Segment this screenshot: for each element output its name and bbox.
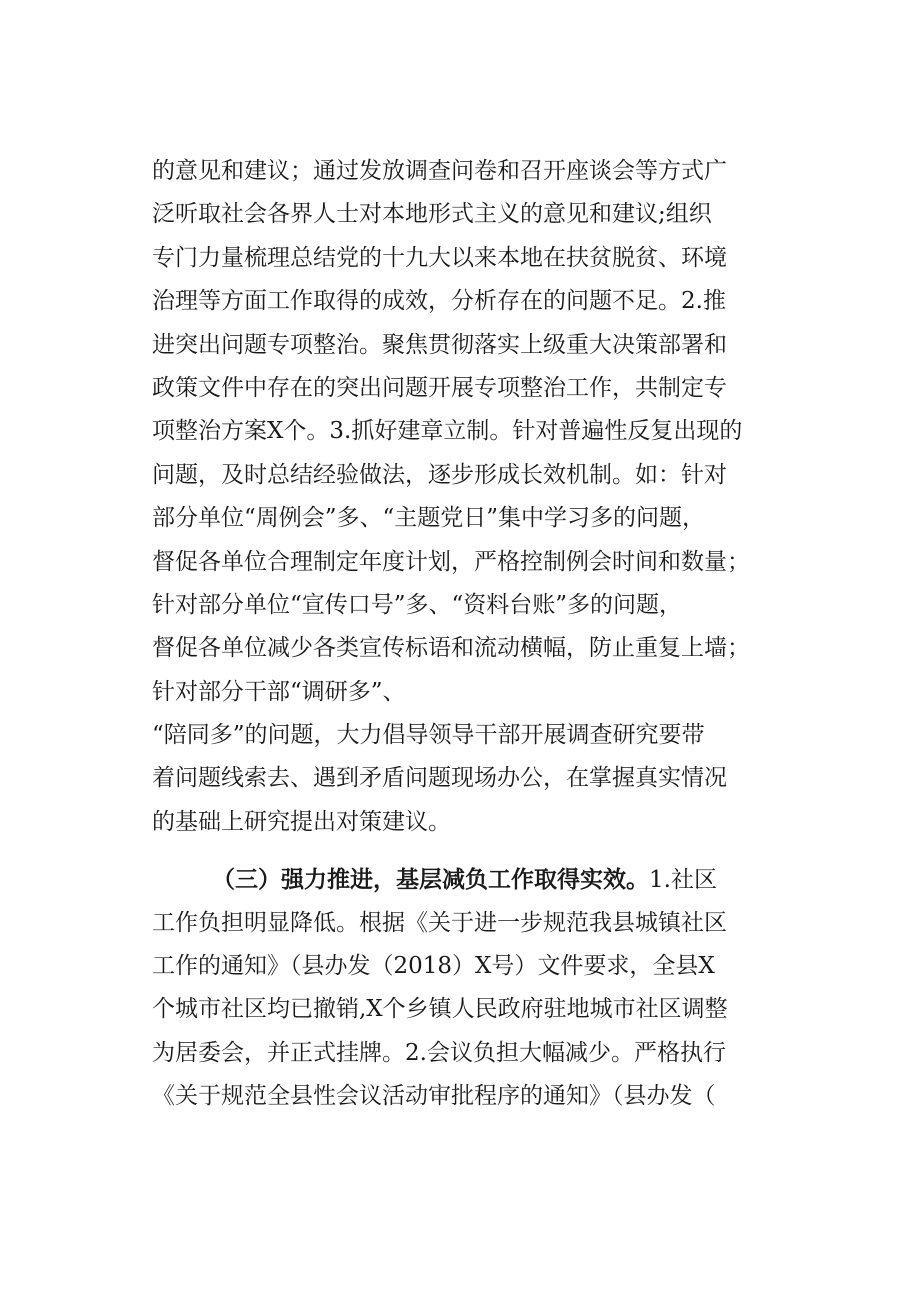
text-line: 部分单位“周例会”多、“主题党日”集中学习多的问题， <box>152 505 706 532</box>
text-line: 问题，及时总结经验做法，逐步形成长效机制。如：针对 <box>152 461 727 488</box>
body-text <box>152 150 792 1119</box>
text-line: 督促各单位合理制定年度计划，严格控制例会时间和数量； <box>152 548 750 575</box>
text-line: “陪同多”的问题，大力倡导领导干部开展调查研究要带 <box>152 722 705 749</box>
text-line: 项整治方案X个。3.抓好建章立制。针对普遍性反复出现的 <box>152 418 743 445</box>
text-line: 针对部分干部“调研多”、 <box>152 678 406 705</box>
section-3-first-line <box>152 858 792 901</box>
text-line: 针对部分单位“宣传口号”多、“资料台账”多的问题， <box>152 591 683 618</box>
text-line: 的意见和建议；通过发放调查问卷和召开座谈会等方式广 <box>152 158 727 184</box>
text-line: 工作负担明显降低。根据《关于进一步规范我县城镇社区 <box>152 909 727 936</box>
text-line: 《关于规范全县性会议活动审批程序的通知》（县办发（ <box>152 1083 716 1110</box>
text-line: 工作的通知》（县办发（2018）X号）文件要求，全县X <box>152 953 715 980</box>
text-line: 政策文件中存在的突出问题开展专项整治工作，共制定专 <box>152 374 727 401</box>
section-3-first-line-rest: 1.社区 <box>649 867 717 894</box>
text-line: 泛听取社会各界人士对本地形式主义的意见和建议;组织 <box>152 201 712 228</box>
paragraph-spacer <box>152 844 792 858</box>
text-line: 个城市社区均已撤销,X个乡镇人民政府驻地城市社区调整 <box>152 996 728 1023</box>
text-line: 的基础上研究提出对策建议。 <box>152 808 451 835</box>
text-line: 专门力量梳理总结党的十九大以来本地在扶贫脱贫、环境 <box>152 244 727 271</box>
text-line: 督促各单位减少各类宣传标语和流动横幅，防止重复上墙； <box>152 635 750 662</box>
text-line: 治理等方面工作取得的成效，分析存在的问题不足。2.推 <box>152 288 726 315</box>
text-line: 着问题线索去、遇到矛盾问题现场办公，在掌握真实情况 <box>152 765 727 792</box>
section-3-heading: （三）强力推进，基层减负工作取得实效。 <box>212 866 649 894</box>
text-line: 进突出问题专项整治。聚焦贯彻落实上级重大决策部署和 <box>152 331 727 358</box>
text-line: 为居委会，并正式挂牌。2.会议负担大幅减少。严格执行 <box>152 1039 726 1066</box>
